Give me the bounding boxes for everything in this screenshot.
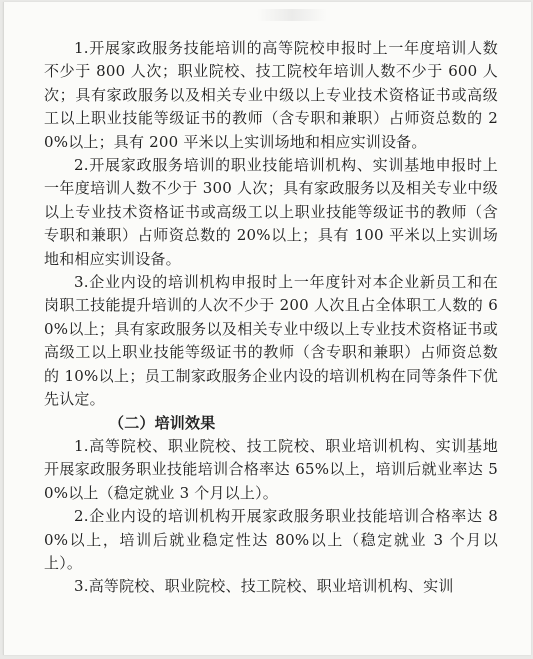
paragraph-4: 1.高等院校、职业院校、技工院校、职业培训机构、实训基地开展家政服务职业技能培训合格率达 65%以上，培训后就业率达 50%以上（稳定就业 3 个月以上）。: [44, 436, 498, 502]
section-heading: （二）培训效果: [109, 413, 216, 432]
paragraph-6: 3.高等院校、职业院校、技工院校、职业培训机构、实训: [74, 577, 454, 596]
document-page: [3, 2, 531, 655]
scan-mark: [257, 9, 327, 21]
paragraph-3: 3.企业内设的培训机构申报时上一年度针对本企业新员工和在岗职工技能提升培训的人次不少于 200 人次且占全体职工人数的 60%以上；具有家政服务以及相关专业中级以上专业技术资格证书或高级工以上职业技能等级证书的教师（含专职和兼职）占师资总数的 10%以上；员工制家政服务企业内设的培训机构在同等条件下优先认定。: [44, 273, 498, 409]
document-body: [44, 37, 498, 599]
paragraph-1: 1.开展家政服务技能培训的高等院校申报时上一年度培训人数不少于 800 人次；职业院校、技工院校年培训人数不少于 600 人次；具有家政服务以及相关专业中级以上专业技术资格证书或高级工以上职业技能等级证书的教师（含专职和兼职）占师资总数的 20%以上；具有 200 平米以上实训场地和相应实训设备。: [44, 39, 498, 151]
paragraph-2: 2.开展家政服务培训的职业技能培训机构、实训基地申报时上一年度培训人数不少于 300 人次；具有家政服务以及相关专业中级以上专业技术资格证书或高级工以上职业技能等级证书的教师（含专职和兼职）占师资总数的 20%以上；具有 100 平米以上实训场地和相应实训设备。: [44, 156, 498, 268]
paragraph-5: 2.企业内设的培训机构开展家政服务职业技能培训合格率达 80%以上，培训后就业稳定性达 80%以上（稳定就业 3 个月以上）。: [44, 507, 498, 572]
